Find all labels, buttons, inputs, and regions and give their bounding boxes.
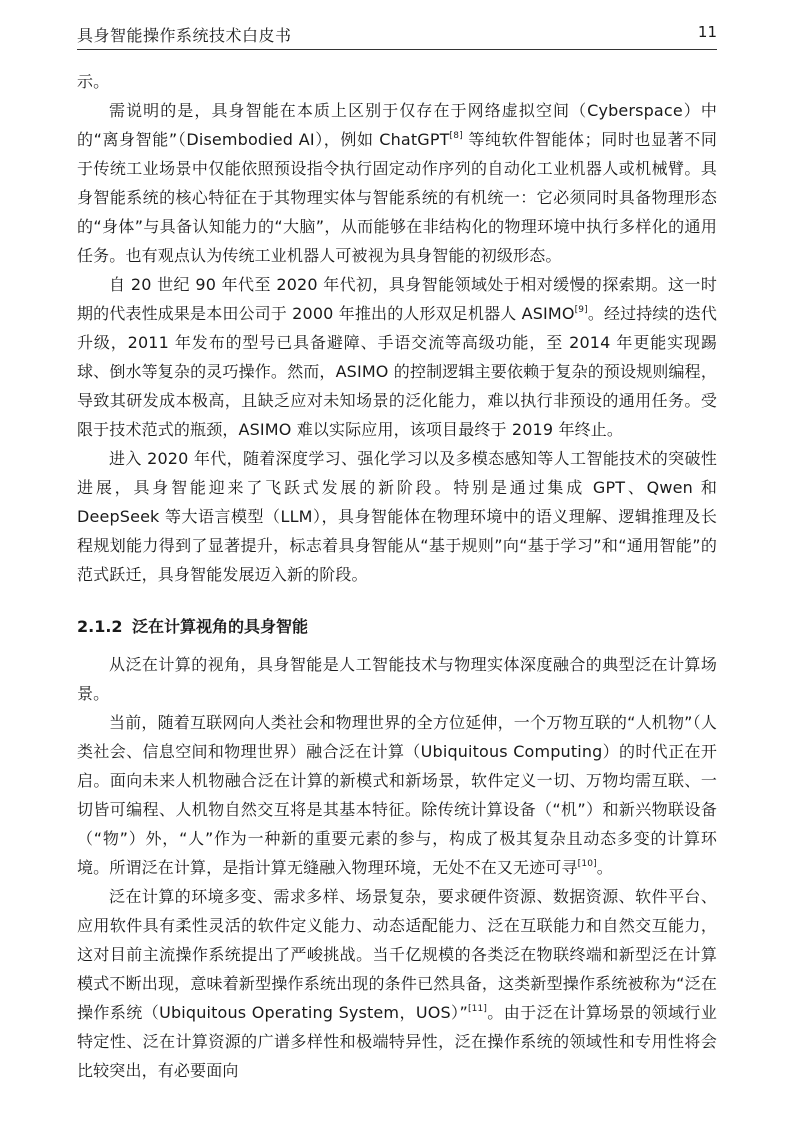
section-number: 2.1.2 [77, 617, 123, 636]
citation-ref: [8] [449, 131, 463, 141]
paragraph-disembodied [77, 96, 717, 270]
page-body [77, 67, 717, 1085]
paragraph-ubiquitous-computing [77, 708, 717, 882]
section-heading [77, 612, 717, 641]
page-number: 11 [697, 23, 717, 41]
paragraph-text: 等纯软件智能体；同时也显著不同于传统工业场景中仅能依照预设指令执行固定动作序列的自动化工业机器人或机械臂。具身智能系统的核心特征在于其物理实体与智能系统的有机统一：它必须同时具备物理形态的“身体”与具备认知能力的“大脑”，从而能够在非结构化的物理环境中执行多样化的通用任务。也有观点认为传统工业机器人可被视为具身智能的初级形态。 [77, 130, 717, 265]
paragraph-text: 自 20 世纪 90 年代至 2020 年代初，具身智能领域处于相对缓慢的探索期。这一时期的代表性成果是本田公司于 2000 年推出的人形双足机器人 ASIMO [77, 275, 717, 323]
paragraph-text: 示。 [77, 72, 110, 91]
header-title: 具身智能操作系统技术白皮书 [77, 26, 292, 45]
paragraph-text: 需说明的是，具身智能在本质上区别于仅存在于网络虚拟空间（Cyberspace）中的“离身智能”（Disembodied AI），例如 ChatGPT [77, 101, 717, 149]
paragraph-text: 。经过持续的迭代升级，2011 年发布的型号已具备避障、手语交流等高级功能，至 2014 年更能实现踢球、倒水等复杂的灵巧操作。然而，ASIMO 的控制逻辑主要依赖于复杂的预设规则编程，导致其研发成本极高，且缺乏应对未知场景的泛化能力，难以执行非预设的通用任务。受限于技术范式的瓶颈，ASIMO 难以实际应用，该项目最终于 2019 年终止。 [77, 304, 718, 439]
paragraph-text: 从泛在计算的视角，具身智能是人工智能技术与物理实体深度融合的典型泛在计算场景。 [77, 655, 717, 703]
paragraph-ubiquitous-view [77, 650, 717, 708]
citation-ref: [9] [574, 305, 588, 315]
paragraph-text: 。由于泛在计算场景的领域行业特定性、泛在计算资源的广谱多样性和极端特异性，泛在操作系统的领域性和专用性将会比较突出，有必要面向 [77, 1003, 718, 1080]
paragraph-continuation [77, 67, 717, 96]
paragraph-2020s [77, 444, 717, 589]
paragraph-text: 进入 2020 年代，随着深度学习、强化学习以及多模态感知等人工智能技术的突破性进展，具身智能迎来了飞跃式发展的新阶段。特别是通过集成 GPT、Qwen 和 DeepSeek 等大语言模型（LLM），具身智能体在物理环境中的语义理解、逻辑推理及长程规划能力得到了显著提升，标志着具身智能从“基于规则”向“基于学习”和“通用智能”的范式跃迁，具身智能发展迈入新的阶段。 [77, 449, 717, 584]
page-header [77, 19, 717, 50]
paragraph-text: 。 [596, 858, 613, 877]
paragraph-asimo [77, 270, 717, 444]
citation-ref: [11] [467, 1004, 488, 1014]
paragraph-text: 泛在计算的环境多变、需求多样、场景复杂，要求硬件资源、数据资源、软件平台、应用软件具有柔性灵活的软件定义能力、动态适配能力、泛在互联能力和自然交互能力，这对目前主流操作系统提出了严峻挑战。当千亿规模的各类泛在物联终端和新型泛在计算模式不断出现，意味着新型操作系统出现的条件已然具备，这类新型操作系统被称为“泛在操作系统（Ubiquitous Operating System，UOS）” [77, 887, 717, 1022]
paragraph-text: 当前，随着互联网向人类社会和物理世界的全方位延伸，一个万物互联的“人机物”（人类社会、信息空间和物理世界）融合泛在计算（Ubiquitous Computing）的时代正在开启。面向未来人机物融合泛在计算的新模式和新场景，软件定义一切、万物均需互联、一切皆可编程、人机物自然交互将是其基本特征。除传统计算设备（“机”）和新兴物联设备（“物”）外，“人”作为一种新的重要元素的参与，构成了极其复杂且动态多变的计算环境。所谓泛在计算，是指计算无缝融入物理环境，无处不在又无迹可寻 [77, 713, 717, 877]
section-title: 泛在计算视角的具身智能 [132, 617, 309, 636]
citation-ref: [10] [577, 859, 597, 869]
paragraph-uos [77, 882, 717, 1085]
